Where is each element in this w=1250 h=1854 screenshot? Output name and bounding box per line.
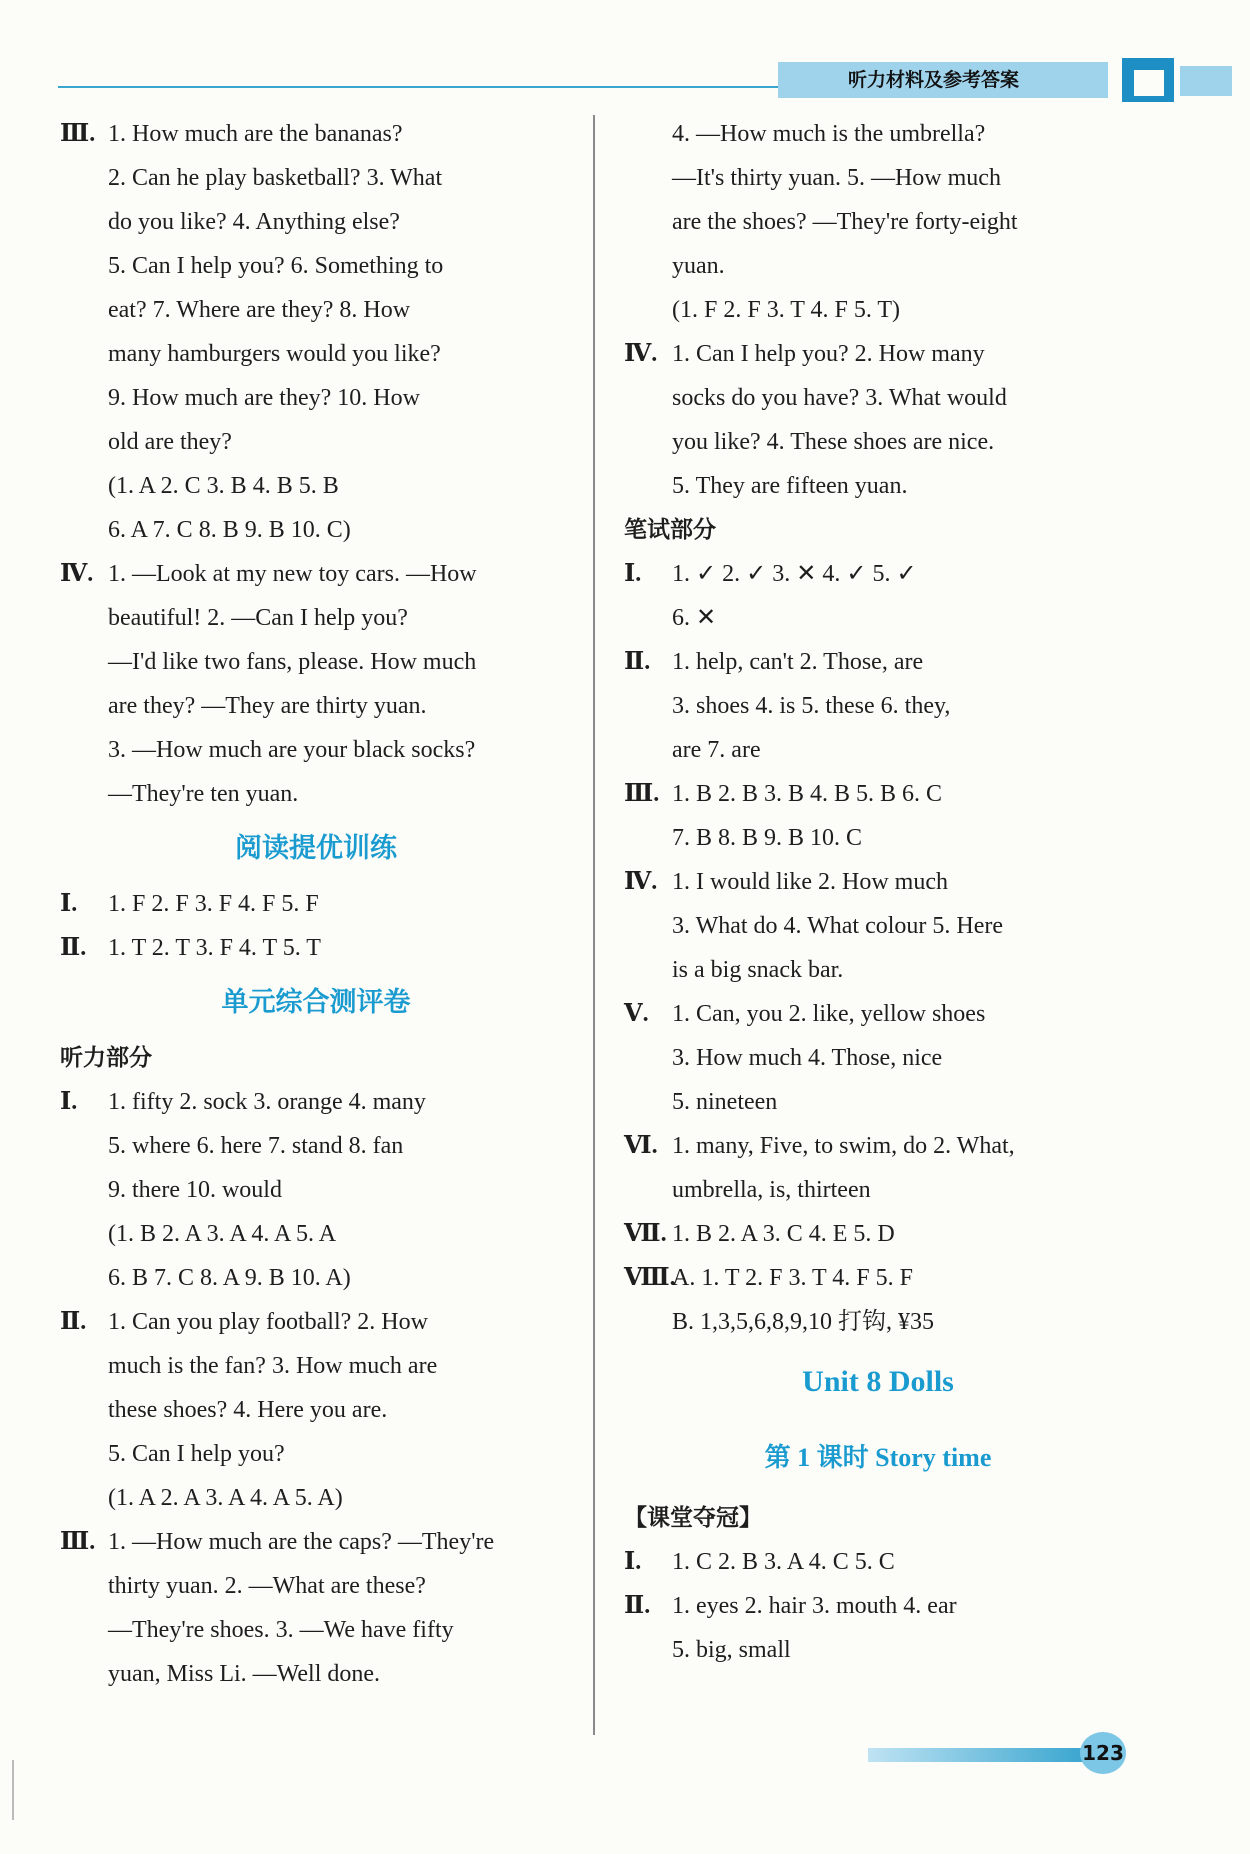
answer-line xyxy=(624,552,1132,596)
question-number: Ⅷ. xyxy=(624,1265,676,1291)
column-divider xyxy=(593,115,595,1735)
answer-line: socks do you have? 3. What would xyxy=(672,385,1007,411)
answer-line: 7. B 8. B 9. B 10. C xyxy=(672,825,863,851)
answer-line xyxy=(60,1300,572,1344)
answer-text: 1. C 2. B 3. A 4. C 5. C xyxy=(672,1549,895,1575)
answer-text: 1. Can, you 2. like, yellow shoes xyxy=(672,1001,986,1027)
answer-text: 1. —Look at my new toy cars. —How xyxy=(108,561,477,587)
answer-line: are 7. are xyxy=(672,737,761,763)
question-number: Ⅱ. xyxy=(624,649,651,675)
answer-text: 1. How much are the bananas? xyxy=(108,121,403,147)
answer-line xyxy=(624,1212,1132,1256)
question-number: Ⅲ. xyxy=(624,781,660,807)
page-number: 123 xyxy=(1080,1732,1126,1774)
answer-line xyxy=(624,992,1132,1036)
answer-line: 2. Can he play basketball? 3. What xyxy=(108,165,443,191)
answer-line: 5. Can I help you? 6. Something to xyxy=(108,253,444,279)
question-number: Ⅴ. xyxy=(624,1001,649,1027)
answer-line xyxy=(624,860,1132,904)
answer-line: old are they? xyxy=(108,429,232,455)
question-number: Ⅳ. xyxy=(624,341,658,367)
question-number: Ⅶ. xyxy=(624,1221,667,1247)
right-column xyxy=(624,112,1132,1672)
answer-line xyxy=(60,552,572,596)
answer-line: these shoes? 4. Here you are. xyxy=(108,1397,388,1423)
answer-line: yuan. xyxy=(672,253,725,279)
answer-line: 5. where 6. here 7. stand 8. fan xyxy=(108,1133,404,1159)
answer-line: 3. shoes 4. is 5. these 6. they, xyxy=(672,693,951,719)
answer-line: —They're ten yuan. xyxy=(108,781,299,807)
header-tab-end xyxy=(1180,66,1232,96)
margin-mark xyxy=(12,1760,14,1820)
answer-line xyxy=(624,1584,1132,1628)
part-heading: 笔试部分 xyxy=(624,517,716,543)
footer-bar xyxy=(868,1748,1084,1762)
answer-text: 1. help, can't 2. Those, are xyxy=(672,649,924,675)
answer-line: many hamburgers would you like? xyxy=(108,341,441,367)
answer-line: 6. ✕ xyxy=(672,605,717,631)
answer-text: 1. ✓ 2. ✓ 3. ✕ 4. ✓ 5. ✓ xyxy=(672,561,917,587)
question-number: Ⅵ. xyxy=(624,1133,658,1159)
answer-text: A. 1. T 2. F 3. T 4. F 5. F xyxy=(672,1265,913,1291)
answer-text: 1. fifty 2. sock 3. orange 4. many xyxy=(108,1089,426,1115)
answer-line: 3. How much 4. Those, nice xyxy=(672,1045,943,1071)
answer-line: are the shoes? —They're forty-eight xyxy=(672,209,1018,235)
answer-line: 5. They are fifteen yuan. xyxy=(672,473,908,499)
answer-line: 5. Can I help you? xyxy=(108,1441,285,1467)
answer-line: umbrella, is, thirteen xyxy=(672,1177,871,1203)
answer-text: 1. Can you play football? 2. How xyxy=(108,1309,428,1335)
answer-line xyxy=(60,926,572,970)
answer-text: 1. —How much are the caps? —They're xyxy=(108,1529,495,1555)
question-number: Ⅱ. xyxy=(624,1593,651,1619)
answer-line xyxy=(60,1080,572,1124)
answer-line: 6. A 7. C 8. B 9. B 10. C) xyxy=(108,517,351,543)
answer-line xyxy=(624,332,1132,376)
answer-line: eat? 7. Where are they? 8. How xyxy=(108,297,411,323)
answer-line: beautiful! 2. —Can I help you? xyxy=(108,605,408,631)
answer-line: —I'd like two fans, please. How much xyxy=(108,649,477,675)
answer-text: 1. B 2. A 3. C 4. E 5. D xyxy=(672,1221,895,1247)
answer-text: 1. eyes 2. hair 3. mouth 4. ear xyxy=(672,1593,957,1619)
answer-line: 9. there 10. would xyxy=(108,1177,282,1203)
answer-line xyxy=(624,772,1132,816)
answer-line: —It's thirty yuan. 5. —How much xyxy=(672,165,1001,191)
header-title: 听力材料及参考答案 xyxy=(778,62,1108,98)
question-number: Ⅲ. xyxy=(60,121,96,147)
answer-line xyxy=(624,1256,1132,1300)
answer-line xyxy=(60,882,572,926)
answer-line: much is the fan? 3. How much are xyxy=(108,1353,438,1379)
question-number: Ⅲ. xyxy=(60,1529,96,1555)
book-corner-icon xyxy=(1122,58,1174,102)
answer-text: 1. Can I help you? 2. How many xyxy=(672,341,985,367)
answer-line xyxy=(624,640,1132,684)
left-column xyxy=(60,112,572,1696)
question-number: Ⅳ. xyxy=(60,561,94,587)
answer-text: 1. T 2. T 3. F 4. T 5. T xyxy=(108,935,321,961)
question-number: Ⅱ. xyxy=(60,935,87,961)
answer-line: —They're shoes. 3. —We have fifty xyxy=(108,1617,454,1643)
question-number: Ⅰ. xyxy=(60,1089,78,1115)
answer-line: 5. big, small xyxy=(672,1637,791,1663)
answer-text: 1. I would like 2. How much xyxy=(672,869,948,895)
answer-line: 6. B 7. C 8. A 9. B 10. A) xyxy=(108,1265,351,1291)
answer-line xyxy=(624,1124,1132,1168)
part-heading: 听力部分 xyxy=(60,1045,152,1071)
question-number: Ⅰ. xyxy=(624,1549,642,1575)
unit-heading: Unit 8 Dolls xyxy=(802,1365,954,1398)
part-heading: 【课堂夺冠】 xyxy=(624,1505,762,1531)
answer-line: 3. What do 4. What colour 5. Here xyxy=(672,913,1004,939)
answer-line: (1. A 2. C 3. B 4. B 5. B xyxy=(108,473,339,499)
answer-line: (1. F 2. F 3. T 4. F 5. T) xyxy=(672,297,901,323)
answer-line: yuan, Miss Li. —Well done. xyxy=(108,1661,381,1687)
answer-line: do you like? 4. Anything else? xyxy=(108,209,400,235)
answer-line: (1. A 2. A 3. A 4. A 5. A) xyxy=(108,1485,343,1511)
answer-text: 1. many, Five, to swim, do 2. What, xyxy=(672,1133,1015,1159)
answer-line: 9. How much are they? 10. How xyxy=(108,385,420,411)
header-rule xyxy=(58,86,778,88)
answer-line: (1. B 2. A 3. A 4. A 5. A xyxy=(108,1221,337,1247)
answer-line: you like? 4. These shoes are nice. xyxy=(672,429,995,455)
answer-line: 4. —How much is the umbrella? xyxy=(672,121,986,147)
answer-line: 3. —How much are your black socks? xyxy=(108,737,476,763)
answer-line: 5. nineteen xyxy=(672,1089,778,1115)
answer-text: 1. F 2. F 3. F 4. F 5. F xyxy=(108,891,319,917)
question-number: Ⅱ. xyxy=(60,1309,87,1335)
answer-line: B. 1,3,5,6,8,9,10 打钩, ¥35 xyxy=(672,1309,935,1335)
answer-text: 1. B 2. B 3. B 4. B 5. B 6. C xyxy=(672,781,943,807)
section-heading: 单元综合测评卷 xyxy=(221,987,411,1018)
answer-line xyxy=(60,112,572,156)
section-heading: 阅读提优训练 xyxy=(235,833,397,864)
answer-line xyxy=(624,1540,1132,1584)
question-number: Ⅰ. xyxy=(60,891,78,917)
question-number: Ⅳ. xyxy=(624,869,658,895)
answer-line xyxy=(60,1520,572,1564)
question-number: Ⅰ. xyxy=(624,561,642,587)
lesson-heading: 第 1 课时 Story time xyxy=(764,1443,992,1472)
answer-line: is a big snack bar. xyxy=(672,957,844,983)
answer-line: thirty yuan. 2. —What are these? xyxy=(108,1573,426,1599)
answer-line: are they? —They are thirty yuan. xyxy=(108,693,427,719)
